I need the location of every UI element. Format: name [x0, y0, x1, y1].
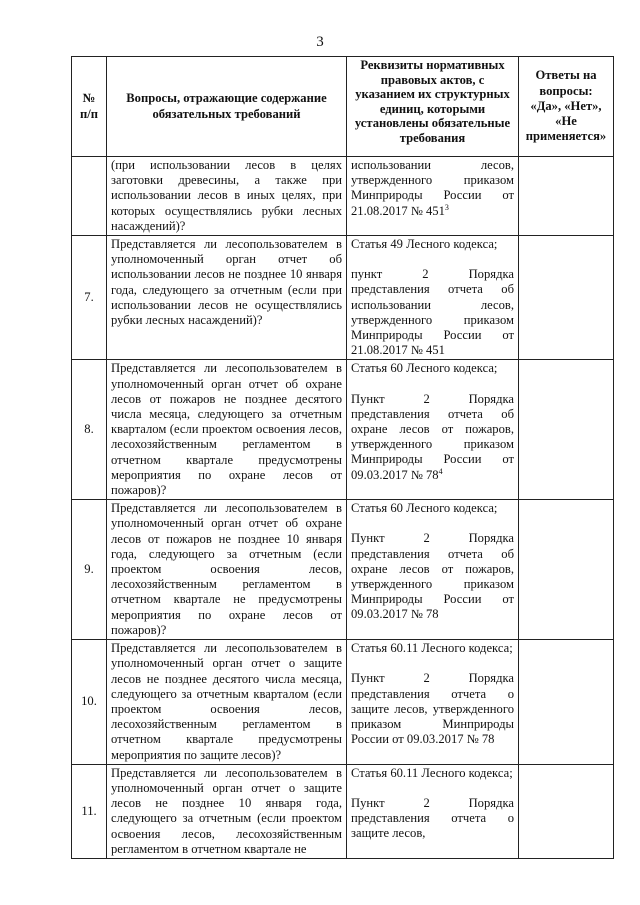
- reference-point: [351, 267, 514, 358]
- reference-main: [351, 501, 514, 516]
- requirements-table: [71, 56, 614, 859]
- reference-main: [351, 766, 514, 781]
- answer-cell[interactable]: [519, 236, 614, 360]
- header-answer: Ответы на вопросы: «Да», «Нет», «Не применяется»: [519, 57, 614, 157]
- table-header-row: [72, 57, 614, 157]
- row-number: [72, 157, 107, 236]
- page-number: 3: [316, 34, 324, 50]
- reference-main-text: Статья 49 Лесного кодекса;: [351, 237, 498, 252]
- reference-point: [351, 531, 514, 622]
- footnote-marker: 3: [444, 202, 449, 212]
- answer-cell[interactable]: [519, 640, 614, 765]
- question-cell: Представляется ли лесопользователем в уполномоченный орган отчет об охране лесов от пожаров не позднее 10 января года, следующего за отчетным (если проектом освоения лесов, лесохозяйственным регламентом в отчетном квартале не предусмотрены мероприятия по охране лесов от пожаров)?: [107, 500, 347, 640]
- answer-cell[interactable]: [519, 500, 614, 640]
- row-number: 11.: [72, 764, 107, 858]
- reference-point: [351, 671, 514, 747]
- question-cell: Представляется ли лесопользователем в уполномоченный орган отчет об использовании лесов не позднее 10 января года, следующего за отчетным (если при использовании лесов не осуществлялись рубки лесных насаждений)?: [107, 236, 347, 360]
- reference-main: [351, 158, 514, 219]
- reference-gap: [351, 656, 514, 671]
- reference-main-text: Статья 60 Лесного кодекса;: [351, 501, 498, 516]
- reference-point-text: Пункт 2 Порядка представления отчета об охране лесов от пожаров, утвержденного приказом Минприроды России от 09.03.2017 № 78: [351, 531, 514, 622]
- answer-cell[interactable]: [519, 764, 614, 858]
- table-row: [72, 764, 614, 858]
- table-row: [72, 236, 614, 360]
- reference-main-text: Статья 60.11 Лесного кодекса;: [351, 641, 513, 656]
- question-cell: Представляется ли лесопользователем в уполномоченный орган отчет об охране лесов от пожаров не позднее десятого числа месяца, следующего за отчетным кварталом (если проектом освоения лесов, лесохозяйственным регламентом в отчетном квартале предусмотрены мероприятия по охране лесов от пожаров)?: [107, 360, 347, 500]
- reference-main: [351, 361, 514, 376]
- reference-main: [351, 237, 514, 252]
- answer-cell[interactable]: [519, 157, 614, 236]
- reference-main-text: Статья 60.11 Лесного кодекса;: [351, 765, 513, 780]
- row-number: 8.: [72, 360, 107, 500]
- reference-gap: [351, 516, 514, 531]
- reference-point-text: пункт 2 Порядка представления отчета об использовании лесов, утвержденного приказом Минприроды России от 21.08.2017 № 451: [351, 267, 514, 358]
- header-reference: Реквизиты нормативных правовых актов, с указанием их структурных единиц, которыми установлены обязательные требования: [347, 57, 519, 157]
- reference-main-text: Статья 60 Лесного кодекса;: [351, 361, 498, 376]
- reference-cell: [347, 360, 519, 500]
- reference-cell: [347, 157, 519, 236]
- reference-gap: [351, 377, 514, 392]
- reference-cell: [347, 640, 519, 765]
- answer-cell[interactable]: [519, 360, 614, 500]
- reference-point: [351, 392, 514, 483]
- reference-gap: [351, 781, 514, 796]
- reference-main-text: использовании лесов, утвержденного приказом Минприроды России от 21.08.2017 № 451: [351, 158, 514, 218]
- table-row: [72, 360, 614, 500]
- question-cell: Представляется ли лесопользователем в уполномоченный орган отчет о защите лесов не позднее 10 января года, следующего за отчетным (если проектом освоения лесов, лесохозяйственным регламентом в отчетном квартале не: [107, 764, 347, 858]
- reference-cell: [347, 764, 519, 858]
- reference-cell: [347, 236, 519, 360]
- table-row: [72, 500, 614, 640]
- row-number: 7.: [72, 236, 107, 360]
- table-row: [72, 640, 614, 765]
- footnote-marker: 4: [438, 466, 443, 476]
- reference-point-text: Пункт 2 Порядка представления отчета о защите лесов, утвержденного приказом Минприроды России от 09.03.2017 № 78: [351, 671, 514, 747]
- header-num: № п/п: [72, 57, 107, 157]
- header-question: Вопросы, отражающие содержание обязательных требований: [107, 57, 347, 157]
- question-cell: Представляется ли лесопользователем в уполномоченный орган отчет о защите лесов не позднее десятого числа месяца, следующего за отчетным кварталом (если проектом освоения лесов, лесохозяйственным регламентом в отчетном квартале предусмотрены мероприятия по защите лесов)?: [107, 640, 347, 765]
- reference-point-text: Пункт 2 Порядка представления отчета о защите лесов,: [351, 795, 514, 841]
- table-row: [72, 157, 614, 236]
- row-number: 10.: [72, 640, 107, 765]
- row-number: 9.: [72, 500, 107, 640]
- reference-gap: [351, 252, 514, 267]
- reference-point-text: Пункт 2 Порядка представления отчета об охране лесов от пожаров, утвержденного приказом Минприроды России от 09.03.2017 № 78: [351, 391, 514, 482]
- question-cell: (при использовании лесов в целях заготовки древесины, а также при использовании лесов в иных целях, при которых осуществлялись рубки лесных насаждений)?: [107, 157, 347, 236]
- reference-main: [351, 641, 514, 656]
- reference-point: [351, 796, 514, 842]
- reference-cell: [347, 500, 519, 640]
